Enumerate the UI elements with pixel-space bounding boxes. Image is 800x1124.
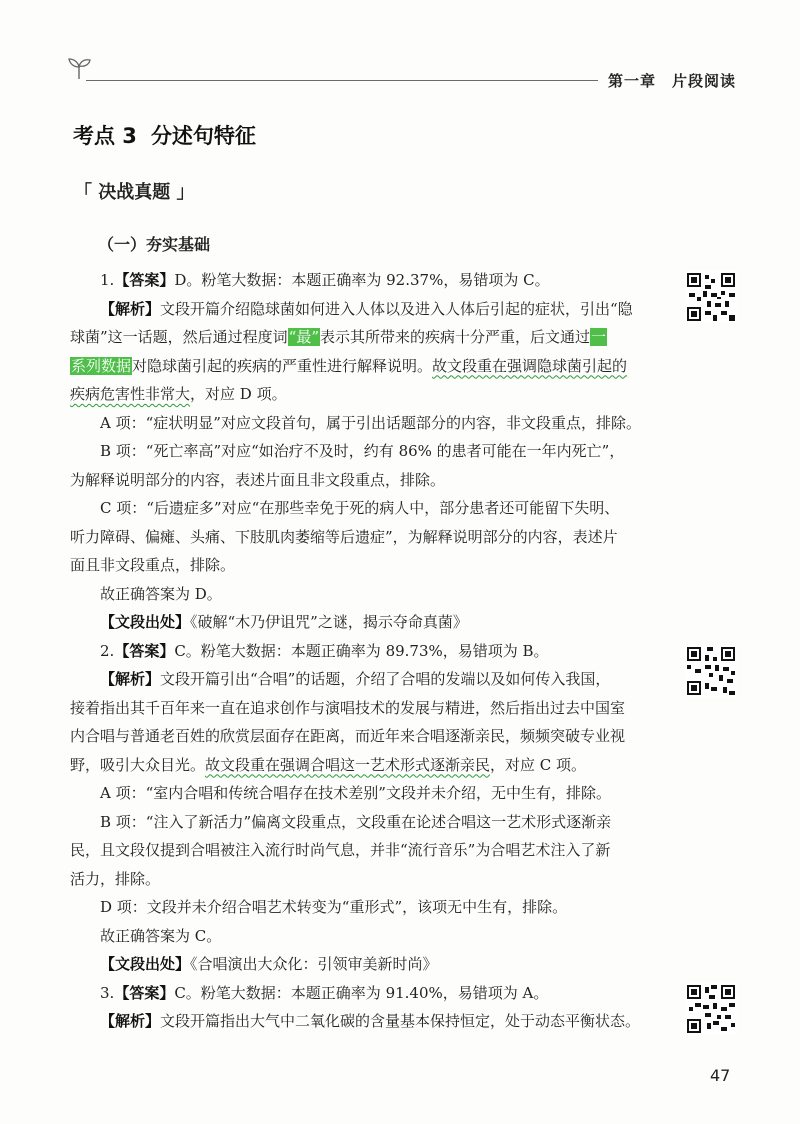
q1-option-c-cont: 听力障碍、偏瘫、头痛、下肢肌肉萎缩等后遗症”，为解释说明部分的内容，表述片 xyxy=(70,527,618,546)
q1-option-a: A 项：“症状明显”对应文段首句，属于引出话题部分的内容，非文段重点，排除。 xyxy=(100,413,641,432)
q1-option-b: B 项：“死亡率高”对应“如治疗不及时，约有 86% 的患者可能在一年内死亡”， xyxy=(100,442,625,460)
answer-text xyxy=(70,266,660,1036)
q1-answer-line xyxy=(70,266,660,295)
wavy-emphasis: 故文段重在强调隐球菌引起的 xyxy=(432,356,628,375)
q1-conclusion: 故正确答案为 D。 xyxy=(100,584,222,603)
highlight-keyword: 系列数据 xyxy=(71,356,132,375)
answer-tag: 【答案】 xyxy=(114,641,175,660)
q2-conclusion: 故正确答案为 C。 xyxy=(100,926,222,945)
source-title: 《合唱演出大众化：引领审美新时尚》 xyxy=(190,955,438,973)
q2-line5 xyxy=(70,751,660,780)
text-span: 球菌”这一话题，然后通过程度词 xyxy=(70,328,288,346)
chapter-title: 片段阅读 xyxy=(672,72,737,90)
chapter-number: 第一章 xyxy=(608,72,657,90)
q2-answer: C。粉笔大数据：本题正确率为 89.73%，易错项为 B。 xyxy=(174,641,549,660)
analysis-tag: 【解析】 xyxy=(100,670,161,688)
q1-answer: D。粉笔大数据：本题正确率为 92.37%，易错项为 C。 xyxy=(174,271,550,289)
text-span: 表示其所带来的疾病十分严重，后文通过 xyxy=(320,328,591,346)
q1-analysis-text: 文段开篇介绍隐球菌如何进入人体以及进入人体后引起的症状，引出“隐 xyxy=(160,299,633,318)
q1-source xyxy=(70,608,660,637)
q2-option-b: B 项：“注入了新活力”偏离文段重点，文段重在论述合唱这一艺术形式逐渐亲 xyxy=(100,812,612,831)
source-tag: 【文段出处】 xyxy=(100,955,191,973)
q3-analysis-text: 文段开篇指出大气中二氧化碳的含量基本保持恒定，处于动态平衡状态。 xyxy=(160,1012,641,1030)
q2-source xyxy=(70,950,660,979)
source-tag: 【文段出处】 xyxy=(100,613,191,631)
q2-answer-line xyxy=(70,637,660,666)
highlight-keyword: “最” xyxy=(288,328,320,346)
q3-analysis-line xyxy=(70,1007,660,1036)
q1-option-c: C 项：“后遗症多”对应“在那些幸免于死的病人中，部分患者还可能留下失明、 xyxy=(100,499,620,517)
wavy-emphasis: 疾病危害性非常大 xyxy=(70,385,191,403)
q2-analysis-text: 文段开篇引出“合唱”的话题，介绍了合唱的发端以及如何传入我国， xyxy=(160,670,611,688)
q1-analysis-line xyxy=(70,295,660,324)
source-title: 《破解“木乃伊诅咒”之谜，揭示夺命真菌》 xyxy=(190,613,468,631)
q1-line3 xyxy=(70,323,660,352)
q3-number: 3. xyxy=(100,983,115,1002)
chapter-header xyxy=(608,70,736,91)
q1-option-c-cont2: 面且非文段重点，排除。 xyxy=(70,556,236,574)
q3-answer-line xyxy=(70,979,660,1008)
section-title: 「 决战真题 」 xyxy=(74,182,195,203)
topic-title: 分述句特征 xyxy=(150,124,256,148)
text-span: ，对应 D 项。 xyxy=(190,385,287,403)
answer-tag: 【答案】 xyxy=(114,983,175,1002)
q1-line4 xyxy=(70,352,660,381)
q2-option-d: D 项：文段并未介绍合唱艺术转变为“重形式”，该项无中生有，排除。 xyxy=(100,898,568,916)
q1-line5 xyxy=(70,380,660,409)
q2-number: 2. xyxy=(100,641,115,660)
analysis-tag: 【解析】 xyxy=(100,1012,161,1030)
page-number: 47 xyxy=(710,1066,731,1085)
wavy-emphasis: 故文段重在强调合唱这一艺术形式逐渐亲民 xyxy=(205,755,491,774)
answer-tag: 【答案】 xyxy=(114,271,175,289)
q2-line4: 内合唱与普通老百姓的欣赏层面存在距离，而近年来合唱逐渐亲民，频频突破专业视 xyxy=(70,727,626,745)
qr-code-icon[interactable] xyxy=(685,983,737,1035)
qr-code-icon[interactable] xyxy=(685,645,737,697)
text-span: 野，吸引大众目光。 xyxy=(70,755,206,774)
header-rule xyxy=(86,80,598,81)
sprout-icon xyxy=(66,55,92,81)
q2-line3: 接着指出其千百年来一直在追求创作与演唱技术的发展与精进，然后指出过去中国室 xyxy=(70,698,626,717)
highlight-keyword: 一 xyxy=(591,328,607,346)
subsection-title: （一）夯实基础 xyxy=(98,235,211,254)
q2-option-b-cont2: 活力，排除。 xyxy=(70,869,161,888)
qr-code-icon[interactable] xyxy=(685,271,737,323)
q2-option-b-cont: 民，且文段仅提到合唱被注入流行时尚气息，并非“流行音乐”为合唱艺术注入了新 xyxy=(70,841,611,859)
topic-label: 考点 3 xyxy=(73,124,137,148)
q3-answer: C。粉笔大数据：本题正确率为 91.40%，易错项为 A。 xyxy=(174,983,549,1002)
q1-number: 1. xyxy=(100,271,115,289)
text-span: 对隐球菌引起的疾病的严重性进行解释说明。 xyxy=(132,356,433,375)
analysis-tag: 【解析】 xyxy=(100,299,161,318)
q1-option-b-cont: 为解释说明部分的内容，表述片面且非文段重点，排除。 xyxy=(70,470,446,489)
q2-analysis-line xyxy=(70,665,660,694)
topic-heading xyxy=(73,120,256,150)
q2-option-a: A 项：“室内合唱和传统合唱存在技术差别”文段并未介绍，无中生有，排除。 xyxy=(100,784,611,802)
text-span: ，对应 C 项。 xyxy=(490,755,587,774)
